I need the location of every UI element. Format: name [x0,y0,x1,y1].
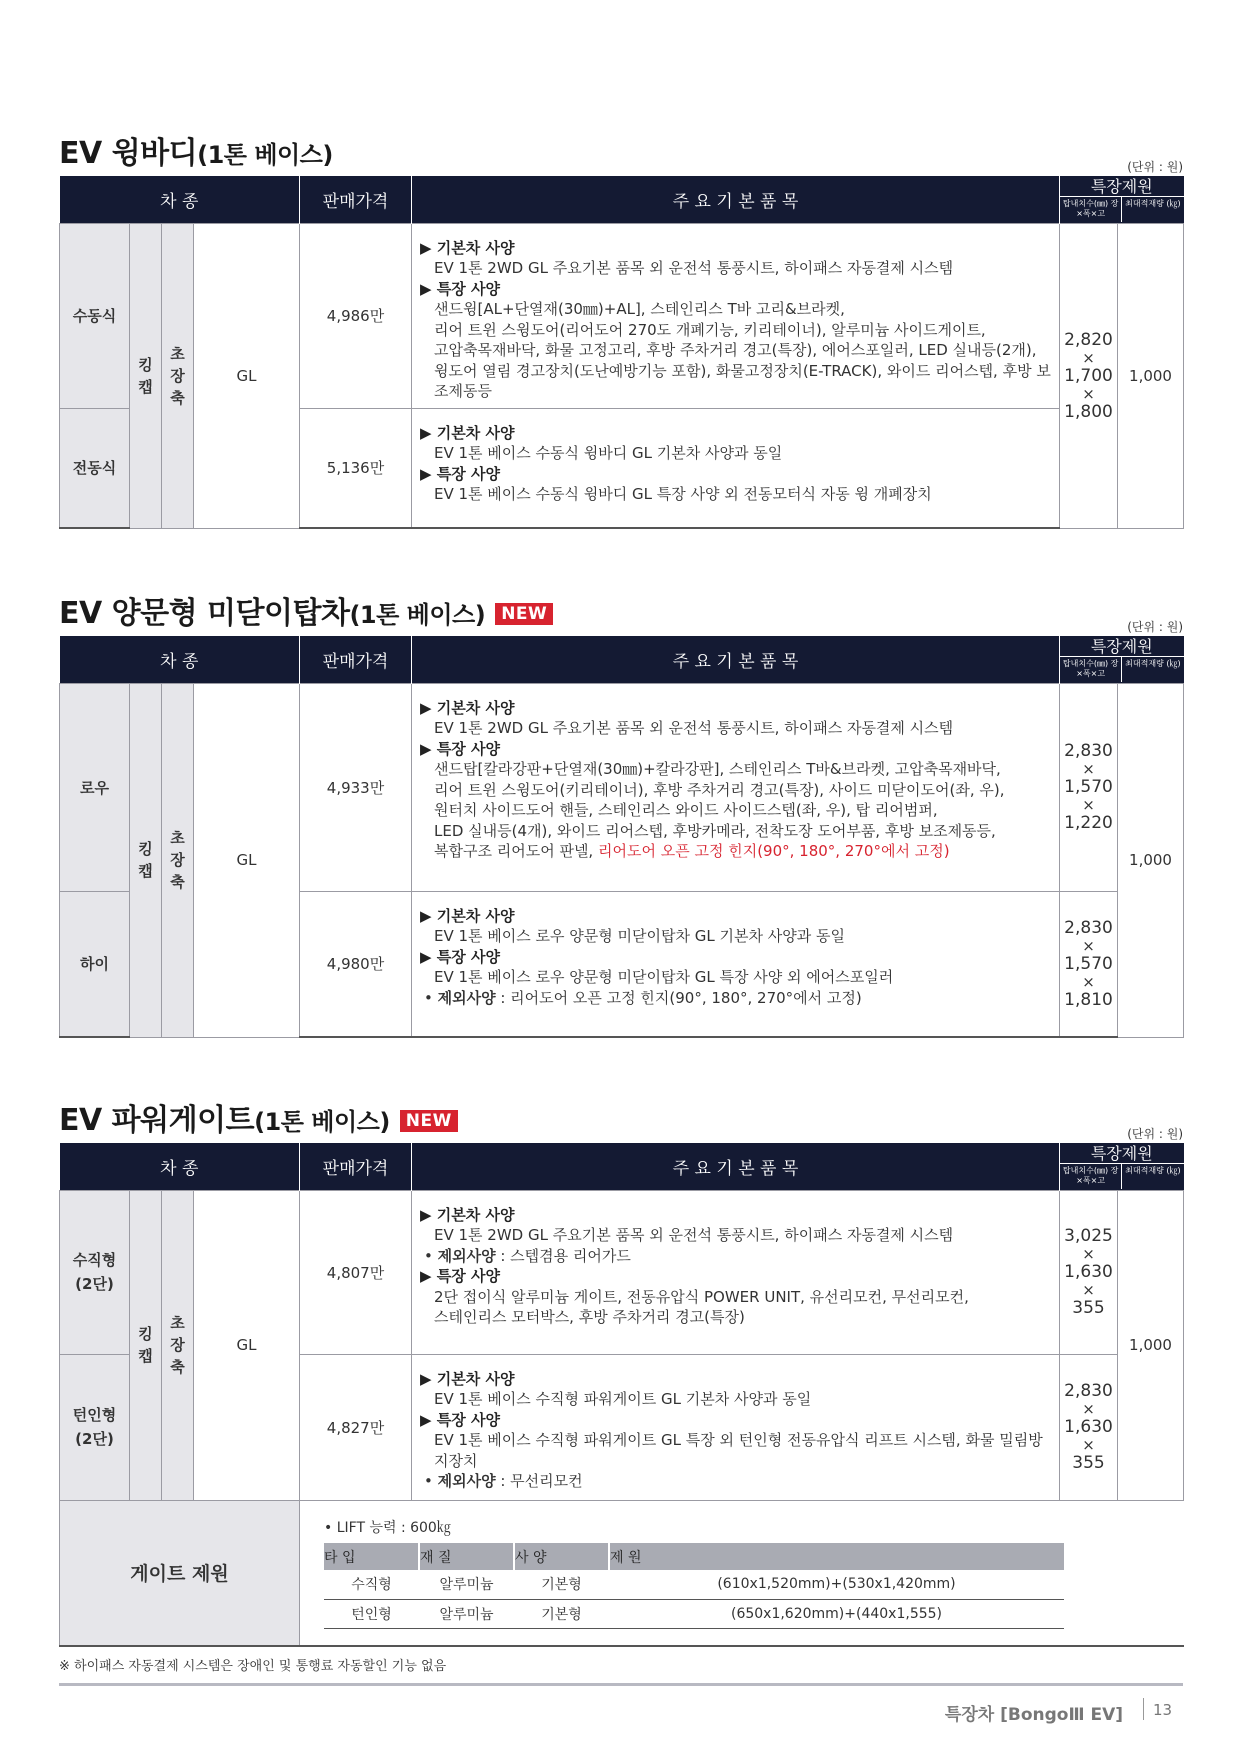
model-type: 턴인형 (2단) [60,1354,130,1500]
section-title: EV 윙바디(1톤 베이스) [59,136,333,171]
gate-spec-label: 게이트 제원 [60,1500,300,1646]
items-cell: ▶ 기본차 사양 EV 1톤 베이스 로우 양문형 미닫이탑차 GL 기본차 사양과 동일 ▶ 특장 사양 EV 1톤 베이스 로우 양문형 미닫이탑차 GL 특장 사양 외 에어스포일러 • 제외사양 : 리어도어 오픈 고정 힌지(90°, 180°, 270°에서 고정) [412,891,1060,1037]
model-type: 로우 [60,683,130,891]
lift-capacity: • LIFT 능력 : 600㎏ [324,1520,451,1536]
page-number: 13 [1153,1701,1173,1719]
axle-label: 초장축 [162,1190,194,1500]
price: 4,827만 [300,1354,412,1500]
header-model: 차 종 [60,176,300,223]
gate-spec-cell [300,1500,1184,1646]
dims-cell: 2,830 × 1,570 × 1,220 [1060,683,1118,891]
footnote: ※ 하이패스 자동결제 시스템은 장애인 및 통행료 자동할인 기능 없음 [59,1659,447,1674]
load-cell: 1,000 [1118,1190,1184,1500]
trim-label: GL [194,1190,300,1500]
new-badge: NEW [400,1110,458,1132]
gate-header: 사 양 [514,1543,609,1570]
unit-label: (단위 : 원) [1127,620,1183,634]
cab-label: 킹캡 [130,223,162,528]
spec-table [59,176,1184,529]
cab-label: 킹캡 [130,1190,162,1500]
price: 5,136만 [300,408,412,528]
header-spec: 특장제원 탑내치수(㎜) 장×폭×고 최대적재량 (㎏) [1060,176,1184,223]
gate-header: 제 원 [609,1543,1064,1570]
header-items: 주 요 기 본 품 목 [412,636,1060,683]
header-price: 판매가격 [300,1143,412,1190]
header-model: 차 종 [60,1143,300,1190]
section-title: EV 파워게이트(1톤 베이스) NEW [59,1095,458,1139]
model-type: 수동식 [60,223,130,408]
new-badge: NEW [495,603,553,625]
header-price: 판매가격 [300,176,412,223]
spec-table [59,1143,1184,1647]
items-cell: ▶ 기본차 사양 EV 1톤 2WD GL 주요기본 품목 외 운전석 통풍시트, 하이패스 자동결제 시스템 ▶ 특장 사양 샌드탑[칼라강판+단열재(30㎜)+칼라강판], 스테인리스 T바&브라켓, 고압축목재바닥, 리어 트윈 스윙도어(키리테이너), 후방 주차거리 경고(특장), 사이드 미닫이도어(좌, 우), 원터치 사이드도어 핸들, 스테인리스 와이드 사이드스텝(좌, 우), 탑 리어범퍼, LED 실내등(4개), 와이드 리어스텝, 후방카메라, 전착도장 도어부품, 후방 보조제동등, 복합구조 리어도어 판넬, 리어도어 오픈 고정 힌지(90°, 180°, 270°에서 고정) [412,683,1060,891]
price: 4,933만 [300,683,412,891]
axle-label: 초장축 [162,223,194,528]
gate-header: 재 질 [419,1543,514,1570]
footer-label: 특장차 [BongoⅢ EV] [944,1705,1123,1725]
load-cell: 1,000 [1118,223,1184,528]
items-cell: ▶ 기본차 사양 EV 1톤 베이스 수동식 윙바디 GL 기본차 사양과 동일 ▶ 특장 사양 EV 1톤 베이스 수동식 윙바디 GL 특장 사양 외 전동모터식 자동 윙 개폐장치 [412,408,1060,528]
header-spec: 특장제원 탑내치수(㎜) 장×폭×고 최대적재량 (㎏) [1060,636,1184,683]
price: 4,980만 [300,891,412,1037]
section-title: EV 양문형 미닫이탑차(1톤 베이스) NEW [59,588,553,632]
unit-label: (단위 : 원) [1127,1127,1183,1141]
header-price: 판매가격 [300,636,412,683]
model-type: 수직형 (2단) [60,1190,130,1354]
trim-label: GL [194,683,300,1037]
gate-table [324,1543,1064,1629]
footer-separator [1143,1698,1144,1720]
load-cell: 1,000 [1118,683,1184,1037]
axle-label: 초장축 [162,683,194,1037]
header-spec: 특장제원 탑내치수(㎜) 장×폭×고 최대적재량 (㎏) [1060,1143,1184,1190]
gate-header: 타 입 [324,1543,419,1570]
table-row: 수직형 알루미늄 기본형 (610x1,520mm)+(530x1,420mm) [324,1570,1064,1599]
header-items: 주 요 기 본 품 목 [412,176,1060,223]
unit-label: (단위 : 원) [1127,160,1183,174]
price: 4,986만 [300,223,412,408]
items-cell: ▶ 기본차 사양 EV 1톤 2WD GL 주요기본 품목 외 운전석 통풍시트, 하이패스 자동결제 시스템 ▶ 특장 사양 샌드윙[AL+단열재(30㎜)+AL], 스테인리스 T바 고리&브라켓, 리어 트윈 스윙도어(리어도어 270도 개폐기능, 키리테이너), 알루미늄 사이드게이트, 고압축목재바닥, 화물 고정고리, 후방 주차거리 경고(특장), 에어스포일러, LED 실내등(2개), 윙도어 열림 경고장치(도난예방기능 포함), 화물고정장치(E-TRACK), 와이드 리어스텝, 후방 보조제동등 [412,223,1060,408]
dims-cell: 3,025 × 1,630 × 355 [1060,1190,1118,1354]
dims-cell: 2,820 × 1,700 × 1,800 [1060,223,1118,528]
cab-label: 킹캡 [130,683,162,1037]
dims-cell: 2,830 × 1,630 × 355 [1060,1354,1118,1500]
items-cell: ▶ 기본차 사양 EV 1톤 2WD GL 주요기본 품목 외 운전석 통풍시트, 하이패스 자동결제 시스템 • 제외사양 : 스텝겸용 리어가드 ▶ 특장 사양 2단 접이식 알루미늄 게이트, 전동유압식 POWER UNIT, 유선리모컨, 무선리모컨, 스테인리스 모터박스, 후방 주차거리 경고(특장) [412,1190,1060,1354]
spec-table [59,636,1184,1038]
model-type: 하이 [60,891,130,1037]
model-type: 전동식 [60,408,130,528]
price: 4,807만 [300,1190,412,1354]
table-row: 턴인형 알루미늄 기본형 (650x1,620mm)+(440x1,555) [324,1599,1064,1628]
dims-cell: 2,830 × 1,570 × 1,810 [1060,891,1118,1037]
header-items: 주 요 기 본 품 목 [412,1143,1060,1190]
items-cell: ▶ 기본차 사양 EV 1톤 베이스 수직형 파워게이트 GL 기본차 사양과 동일 ▶ 특장 사양 EV 1톤 베이스 수직형 파워게이트 GL 특장 외 턴인형 전동유압식 리프트 시스템, 화물 밀림방지장치 • 제외사양 : 무선리모컨 [412,1354,1060,1500]
footer-divider [59,1683,1183,1686]
header-model: 차 종 [60,636,300,683]
trim-label: GL [194,223,300,528]
